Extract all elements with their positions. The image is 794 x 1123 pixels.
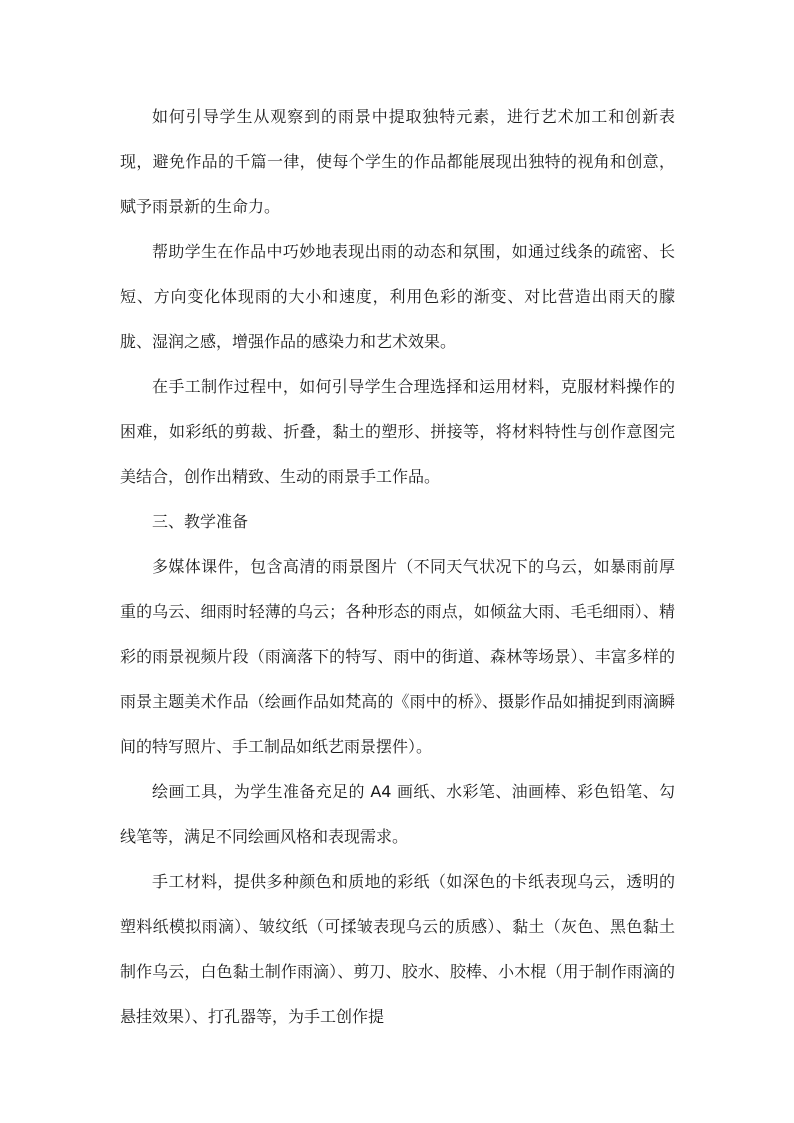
document-body (120, 94, 675, 1039)
paragraph-drawing-tools: 绘画工具，为学生准备充足的 A4 画纸、水彩笔、油画棒、彩色铅笔、勾线笔等，满足不同绘画风格和表现需求。 (120, 782, 675, 846)
paragraph-rain-dynamics: 帮助学生在作品中巧妙地表现出雨的动态和氛围，如通过线条的疏密、长短、方向变化体现雨的大小和速度，利用色彩的渐变、对比营造出雨天的朦胧、湿润之感，增强作品的感染力和艺术效果。 (120, 242, 675, 351)
paragraph-handcraft-supplies: 手工材料，提供多种颜色和质地的彩纸（如深色的卡纸表现乌云，透明的塑料纸模拟雨滴）、皱纹纸（可揉皱表现乌云的质感）、黏土（灰色、黑色黏土制作乌云，白色黏土制作雨滴）、剪刀、胶水、胶棒、小木棍（用于制作雨滴的悬挂效果）、打孔器等，为手工创作提 (120, 872, 675, 1026)
paragraph-unique-elements: 如何引导学生从观察到的雨景中提取独特元素，进行艺术加工和创新表现，避免作品的千篇一律，使每个学生的作品都能展现出独特的视角和创意，赋予雨景新的生命力。 (120, 107, 675, 216)
paragraph-handcraft-materials: 在手工制作过程中，如何引导学生合理选择和运用材料，克服材料操作的困难，如彩纸的剪裁、折叠，黏土的塑形、拼接等，将材料特性与创作意图完美结合，创作出精致、生动的雨景手工作品。 (120, 377, 675, 486)
section-heading-teaching-prep: 三、教学准备 (152, 512, 249, 531)
paragraph-multimedia-courseware: 多媒体课件，包含高清的雨景图片（不同天气状况下的乌云，如暴雨前厚重的乌云、细雨时轻薄的乌云；各种形态的雨点，如倾盆大雨、毛毛细雨）、精彩的雨景视频片段（雨滴落下的特写、雨中的街道、森林等场景）、丰富多样的雨景主题美术作品（绘画作品如梵高的《雨中的桥》、摄影作品如捕捉到雨滴瞬间的特写照片、手工制品如纸艺雨景摆件）。 (120, 557, 675, 756)
